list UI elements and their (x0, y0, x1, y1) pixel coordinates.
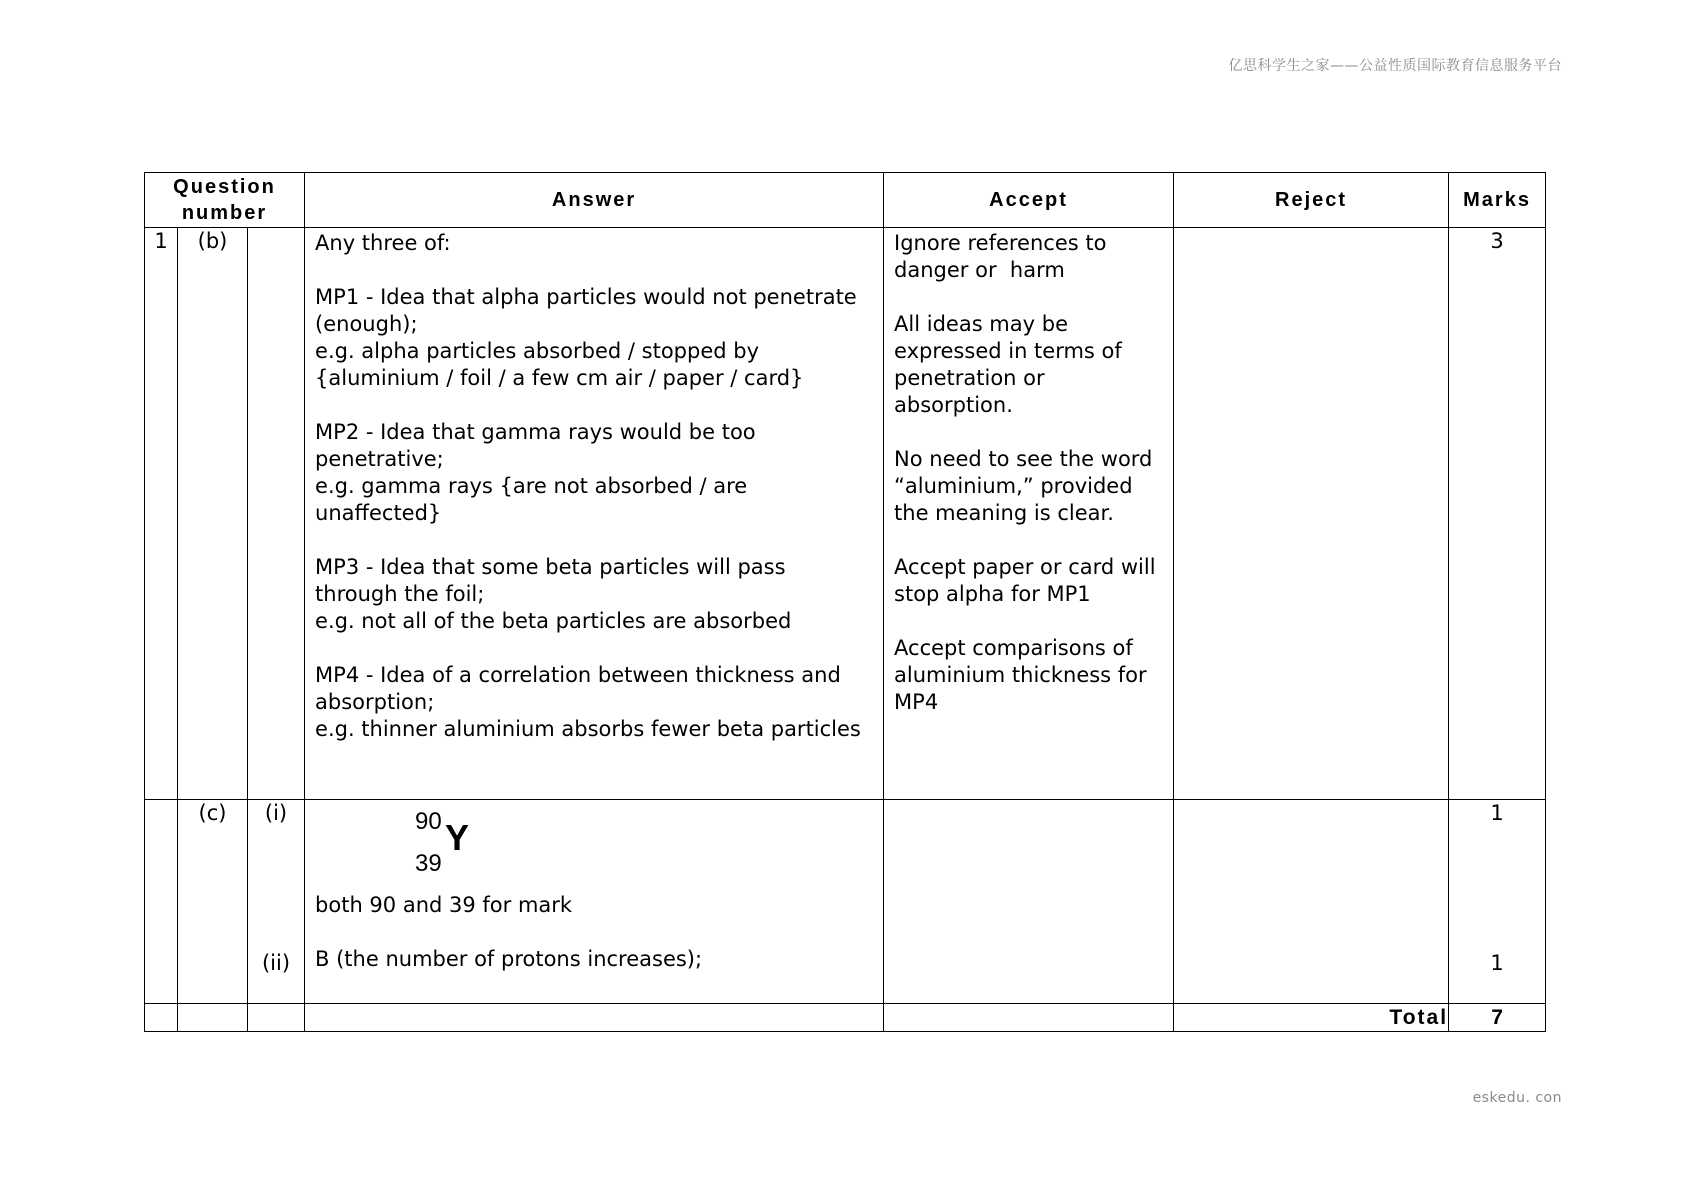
reject-cell (1174, 228, 1449, 800)
marks-i: 1 (1490, 801, 1504, 825)
question-header-line1: Question (173, 176, 276, 198)
accept-cell (884, 800, 1174, 1004)
question-number-header (145, 173, 305, 228)
text-line: Accept comparisons of aluminium thickness for MP4 (894, 636, 1154, 714)
total-value: 7 (1449, 1004, 1546, 1032)
question-number-cell: 1 (145, 228, 178, 800)
footer-watermark: eskedu. con (1472, 1090, 1562, 1106)
empty-cell (178, 1004, 248, 1032)
empty-cell (305, 1004, 884, 1032)
question-subpart-cell (248, 228, 305, 800)
subpart-i: (i) (264, 801, 288, 825)
nuclide-symbol (415, 802, 495, 882)
line-gap (315, 527, 873, 554)
subpart-ii: (ii) (261, 951, 291, 975)
line-gap (894, 527, 1163, 554)
answer-cell (305, 800, 884, 1004)
text-line: MP2 - Idea that gamma rays would be too penetrative; (315, 420, 763, 471)
line-gap (894, 608, 1163, 635)
text-line: e.g. alpha particles absorbed / stopped by {aluminium / foil / a few cm air / paper / card} (315, 339, 804, 390)
header-watermark: 亿思科学生之家——公益性质国际教育信息服务平台 (1228, 58, 1562, 74)
row-1c (145, 800, 1546, 1004)
line-gap (894, 284, 1163, 311)
question-subpart-cell (248, 800, 305, 1004)
total-row (145, 1004, 1546, 1032)
question-part-cell: (b) (178, 228, 248, 800)
question-number-cell (145, 800, 178, 1004)
empty-cell (884, 1004, 1174, 1032)
answer-lines (305, 228, 883, 743)
marks-header: Marks (1449, 173, 1546, 228)
marks-cell (1449, 800, 1546, 1004)
total-label: Total (1174, 1004, 1449, 1032)
text-line: MP1 - Idea that alpha particles would not penetrate (enough); (315, 285, 864, 336)
text-line: e.g. thinner aluminium absorbs fewer beta particles (315, 717, 861, 741)
text-line: All ideas may be expressed in terms of penetration or absorption. (894, 312, 1129, 417)
reject-header: Reject (1174, 173, 1449, 228)
nuclide-atomic-number: 39 (415, 850, 442, 877)
answer-ii: B (the number of protons increases); (315, 947, 703, 971)
text-line: Any three of: (315, 231, 451, 255)
answer-header: Answer (305, 173, 884, 228)
empty-cell (248, 1004, 305, 1032)
nuclide-element-symbol: Y (445, 817, 470, 858)
reject-cell (1174, 800, 1449, 1004)
text-line: MP4 - Idea of a correlation between thickness and absorption; (315, 663, 848, 714)
row-1b (145, 228, 1546, 800)
question-part-cell: (c) (178, 800, 248, 1004)
line-gap (315, 635, 873, 662)
question-header-line2: number (181, 202, 268, 224)
text-line: MP3 - Idea that some beta particles will pass through the foil; (315, 555, 793, 606)
header-row (145, 173, 1546, 228)
answer-cell (305, 228, 884, 800)
text-line: No need to see the word “aluminium,” provided the meaning is clear. (894, 447, 1160, 525)
text-line: Accept paper or card will stop alpha for MP1 (894, 555, 1163, 606)
empty-cell (145, 1004, 178, 1032)
marks-cell: 3 (1449, 228, 1546, 800)
accept-cell (884, 228, 1174, 800)
marks-ii: 1 (1490, 951, 1504, 975)
nuclide-mass-number: 90 (415, 808, 442, 835)
text-line: e.g. not all of the beta particles are absorbed (315, 609, 792, 633)
text-line: Ignore references to danger or harm (894, 231, 1114, 282)
line-gap (894, 419, 1163, 446)
accept-header: Accept (884, 173, 1174, 228)
mark-scheme-table (144, 172, 1546, 1032)
line-gap (315, 257, 873, 284)
text-line: e.g. gamma rays {are not absorbed / are unaffected} (315, 474, 754, 525)
line-gap (315, 392, 873, 419)
accept-lines (884, 228, 1173, 716)
answer-i-note: both 90 and 39 for mark (315, 893, 573, 917)
